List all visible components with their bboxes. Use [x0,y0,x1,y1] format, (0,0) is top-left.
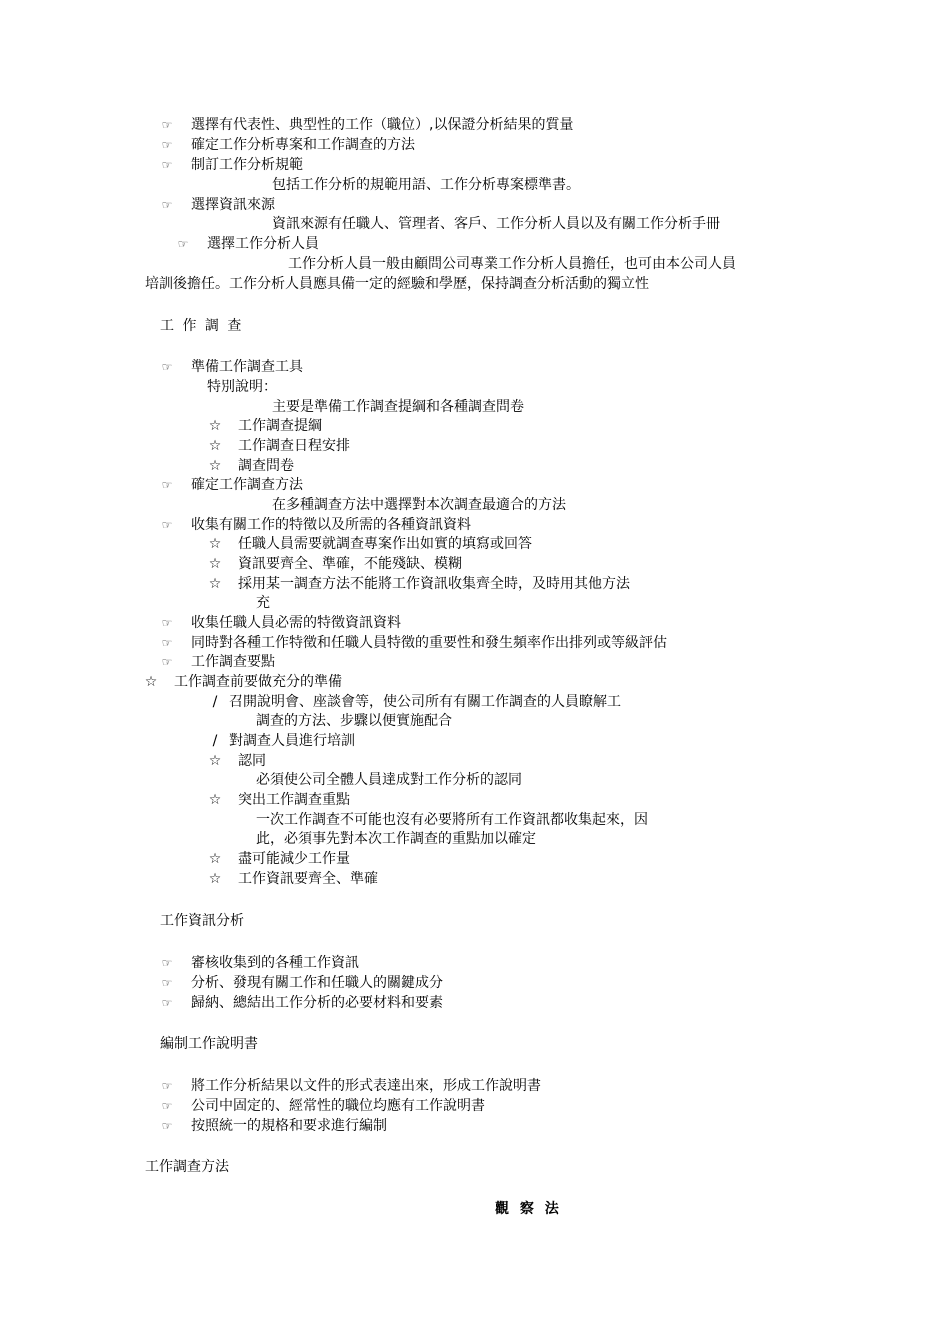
bullet-text: 選擇工作分析人員 [207,236,319,252]
sub-text: 在多種調查方法中選擇對本次調查最適合的方法 [272,497,566,513]
note-label: 特別說明： [207,379,277,395]
star-icon: ☆ [208,576,222,592]
star-icon: ☆ [208,871,222,887]
star-icon: ☆ [208,792,222,808]
list-item-continuation: 調查的方法、步驟以便實施配合 [256,713,452,729]
bullet-text: 收集有關工作的特徵以及所需的各種資訊資料 [191,517,471,533]
pointing-hand-icon: ☞ [161,158,173,172]
star-icon: ☆ [208,458,222,474]
bullet-text: 歸納、總結出工作分析的必要材料和要素 [191,995,443,1011]
pointing-hand-icon: ☞ [161,636,173,650]
bullet-text: 分析、發現有關工作和任職人的關鍵成分 [191,975,443,991]
star-icon: ☆ [208,418,222,434]
star-item-text: 工作調查日程安排 [238,438,350,454]
bullet-text: 審核收集到的各種工作資訊 [191,955,359,971]
star-item-text: 突出工作調查重點 [238,792,350,808]
pointing-hand-icon: ☞ [161,1099,173,1113]
pointing-hand-icon: ☞ [161,198,173,212]
pointing-hand-icon: ☞ [161,118,173,132]
sub-text: 培訓後擔任。工作分析人員應具備一定的經驗和學歷，保持調查分析活動的獨立性 [145,276,649,292]
list-item-text: 對調查人員進行培訓 [229,733,355,749]
star-icon: ☆ [144,674,158,690]
bullet-text: 收集任職人員必需的特徵資訊資料 [191,615,401,631]
subsection-heading: 觀 察 法 [495,1201,562,1217]
bullet-text: 工作調查要點 [191,654,275,670]
star-item-text: 認同 [238,753,266,769]
pointing-hand-icon: ☞ [161,976,173,990]
pointing-hand-icon: ☞ [161,360,173,374]
star-item-text: 採用某一調查方法不能將工作資訊收集齊全時，及時用其他方法 [238,576,630,592]
pointing-hand-icon: ☞ [161,138,173,152]
star-icon: ☆ [208,556,222,572]
star-icon: ☆ [208,851,222,867]
sub-text: 資訊來源有任職人、管理者、客戶、工作分析人員以及有關工作分析手冊 [272,216,720,232]
pointing-hand-icon: ☞ [161,1119,173,1133]
section-heading: 工 作 調 查 [160,318,244,334]
star-icon: ☆ [208,753,222,769]
bullet-text: 將工作分析結果以文件的形式表達出來，形成工作說明書 [191,1078,541,1094]
star-item-continuation: 充 [256,595,270,611]
list-item-text: 召開說明會、座談會等，使公司所有有關工作調查的人員瞭解工 [229,694,621,710]
sub-text: 此，必須事先對本次工作調查的重點加以確定 [256,831,536,847]
star-item-text: 盡可能減少工作量 [238,851,350,867]
bullet-text: 選擇有代表性、典型性的工作（職位）,以保證分析結果的質量 [191,117,574,133]
section-heading: 工作調查方法 [145,1159,229,1175]
star-icon: ☆ [208,536,222,552]
pointing-hand-icon: ☞ [161,478,173,492]
pointing-hand-icon: ☞ [161,996,173,1010]
bullet-text: 確定工作調查方法 [191,477,303,493]
pointing-hand-icon: ☞ [177,237,189,251]
bullet-text: 選擇資訊來源 [191,197,275,213]
sub-text: 主要是準備工作調查提綱和各種調查問卷 [272,399,524,415]
bullet-text: 同時對各種工作特徵和任職人員特徵的重要性和發生頻率作出排列或等級評估 [191,635,667,651]
slash-marker-icon: / [212,694,218,710]
star-item-text: 調查問卷 [238,458,294,474]
bullet-text: 準備工作調查工具 [191,359,303,375]
pointing-hand-icon: ☞ [161,616,173,630]
pointing-hand-icon: ☞ [161,1079,173,1093]
section-heading: 編制工作說明書 [160,1036,258,1052]
star-item-text: 工作調查前要做充分的準備 [174,674,342,690]
sub-text: 一次工作調查不可能也沒有必要將所有工作資訊都收集起來，因 [256,812,648,828]
sub-text: 包括工作分析的規範用語、工作分析專案標準書。 [272,177,580,193]
star-item-text: 資訊要齊全、準確，不能殘缺、模糊 [238,556,462,572]
section-heading: 工作資訊分析 [160,913,244,929]
bullet-text: 確定工作分析專案和工作調查的方法 [191,137,415,153]
sub-text: 工作分析人員一般由顧問公司專業工作分析人員擔任，也可由本公司人員 [288,256,736,272]
bullet-text: 制訂工作分析規範 [191,157,303,173]
star-item-text: 工作資訊要齊全、準確 [238,871,378,887]
star-item-text: 任職人員需要就調查專案作出如實的填寫或回答 [238,536,532,552]
slash-marker-icon: / [212,733,218,749]
pointing-hand-icon: ☞ [161,518,173,532]
pointing-hand-icon: ☞ [161,956,173,970]
star-item-text: 工作調查提綱 [238,418,322,434]
star-icon: ☆ [208,438,222,454]
bullet-text: 按照統一的規格和要求進行編制 [191,1118,387,1134]
pointing-hand-icon: ☞ [161,655,173,669]
sub-text: 必須使公司全體人員達成對工作分析的認同 [256,772,522,788]
bullet-text: 公司中固定的、經常性的職位均應有工作說明書 [191,1098,485,1114]
